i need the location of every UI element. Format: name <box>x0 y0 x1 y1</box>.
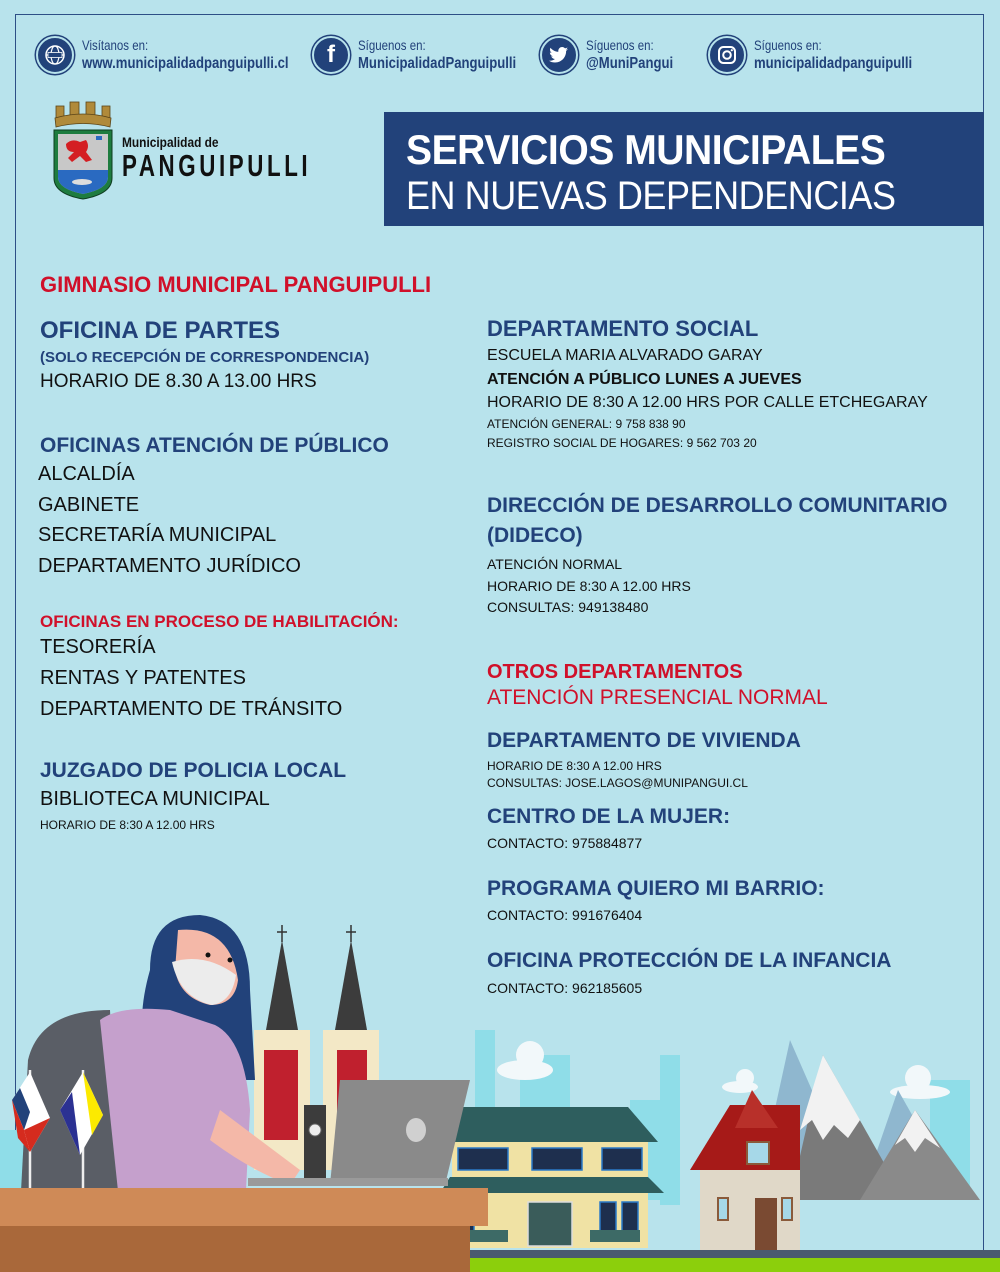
juzgado-line: BIBLIOTECA MUNICIPAL <box>40 788 270 810</box>
depto-social-place: ESCUELA MARIA ALVARADO GARAY <box>487 347 763 364</box>
facebook-icon: f <box>312 36 350 74</box>
road <box>450 1250 1000 1258</box>
grass <box>450 1258 1000 1272</box>
logo-subtitle: Municipalidad de <box>122 134 219 150</box>
depto-social-phone-registro: REGISTRO SOCIAL DE HOGARES: 9 562 703 20 <box>487 436 757 450</box>
venue-heading: GIMNASIO MUNICIPAL PANGUIPULLI <box>40 272 432 297</box>
title-line-2: EN NUEVAS DEPENDENCIAS <box>406 174 896 218</box>
mujer-title: CENTRO DE LA MUJER: <box>487 805 731 828</box>
globe-icon <box>36 36 74 74</box>
habilitacion-item: TESORERÍA <box>40 636 156 658</box>
otros-title: OTROS DEPARTAMENTOS <box>487 661 743 683</box>
atencion-publico-item: ALCALDÍA <box>38 463 135 485</box>
dideco-line: ATENCIÓN NORMAL <box>487 556 623 572</box>
instagram-icon <box>708 36 746 74</box>
infancia-contact: CONTACTO: 962185605 <box>487 980 643 996</box>
infancia-title: OFICINA PROTECCIÓN DE LA INFANCIA <box>487 949 892 972</box>
dideco-title-2: (DIDECO) <box>487 524 583 547</box>
title-line-1: SERVICIOS MUNICIPALES <box>406 126 886 173</box>
social-facebook[interactable] <box>312 36 551 74</box>
dideco-line: HORARIO DE 8:30 A 12.00 HRS <box>487 578 691 594</box>
social-value[interactable]: municipalidadpanguipulli <box>754 55 913 72</box>
dideco-title-1: DIRECCIÓN DE DESARROLLO COMUNITARIO <box>487 494 948 517</box>
oficina-partes-title: OFICINA DE PARTES <box>40 317 281 344</box>
school-building <box>440 1107 664 1248</box>
oficina-partes-subtitle: (SOLO RECEPCIÓN DE CORRESPONDENCIA) <box>40 349 370 366</box>
social-label: Síguenos en: <box>358 37 426 53</box>
social-label: Síguenos en: <box>586 37 654 53</box>
coat-of-arms-logo <box>52 100 114 200</box>
depto-social-days: ATENCIÓN A PÚBLICO LUNES A JUEVES <box>487 371 802 388</box>
social-value[interactable]: MunicipalidadPanguipulli <box>358 55 517 72</box>
vivienda-hours: HORARIO DE 8:30 A 12.00 HRS <box>487 759 662 773</box>
depto-social-hours: HORARIO DE 8:30 A 12.00 HRS POR CALLE ETCHEGARAY <box>487 394 928 411</box>
social-value[interactable]: www.municipalidadpanguipulli.cl <box>82 55 289 72</box>
depto-social-title: DEPARTAMENTO SOCIAL <box>487 316 759 341</box>
dideco-line: CONSULTAS: 949138480 <box>487 599 649 615</box>
atencion-publico-item: SECRETARÍA MUNICIPAL <box>38 524 277 546</box>
illustration-scene <box>0 880 1000 1272</box>
otros-subtitle: ATENCIÓN PRESENCIAL NORMAL <box>487 686 828 709</box>
habilitacion-item: DEPARTAMENTO DE TRÁNSITO <box>40 698 343 720</box>
logo-name: PANGUIPULLI <box>122 148 312 183</box>
social-twitter[interactable] <box>540 36 692 74</box>
twitter-icon <box>540 36 578 74</box>
desk-front <box>0 1226 470 1272</box>
oficina-partes-hours: HORARIO DE 8.30 A 13.00 HRS <box>40 371 317 392</box>
juzgado-hours: HORARIO DE 8:30 A 12.00 HRS <box>40 818 215 832</box>
vivienda-title: DEPARTAMENTO DE VIVIENDA <box>487 729 801 752</box>
social-label: Síguenos en: <box>754 37 822 53</box>
social-label: Visítanos en: <box>82 37 149 53</box>
atencion-publico-title: OFICINAS ATENCIÓN DE PÚBLICO <box>40 434 389 457</box>
habilitacion-title: OFICINAS EN PROCESO DE HABILITACIÓN: <box>40 612 399 631</box>
social-value[interactable]: @MuniPangui <box>586 55 674 72</box>
social-instagram[interactable] <box>708 36 947 74</box>
depto-social-phone-general: ATENCIÓN GENERAL: 9 758 838 90 <box>487 417 686 431</box>
atencion-publico-item: DEPARTAMENTO JURÍDICO <box>38 555 301 577</box>
barrio-contact: CONTACTO: 991676404 <box>487 907 643 923</box>
barrio-title: PROGRAMA QUIERO MI BARRIO: <box>487 877 825 900</box>
vivienda-email[interactable]: CONSULTAS: JOSE.LAGOS@MUNIPANGUI.CL <box>487 776 748 790</box>
mujer-contact: CONTACTO: 975884877 <box>487 835 643 851</box>
social-website[interactable] <box>36 36 334 74</box>
habilitacion-item: RENTAS Y PATENTES <box>40 667 246 689</box>
house <box>690 1090 800 1250</box>
title-banner <box>384 112 984 226</box>
desk-top <box>0 1188 488 1226</box>
atencion-publico-item: GABINETE <box>38 494 140 516</box>
juzgado-title: JUZGADO DE POLICIA LOCAL <box>40 759 347 782</box>
